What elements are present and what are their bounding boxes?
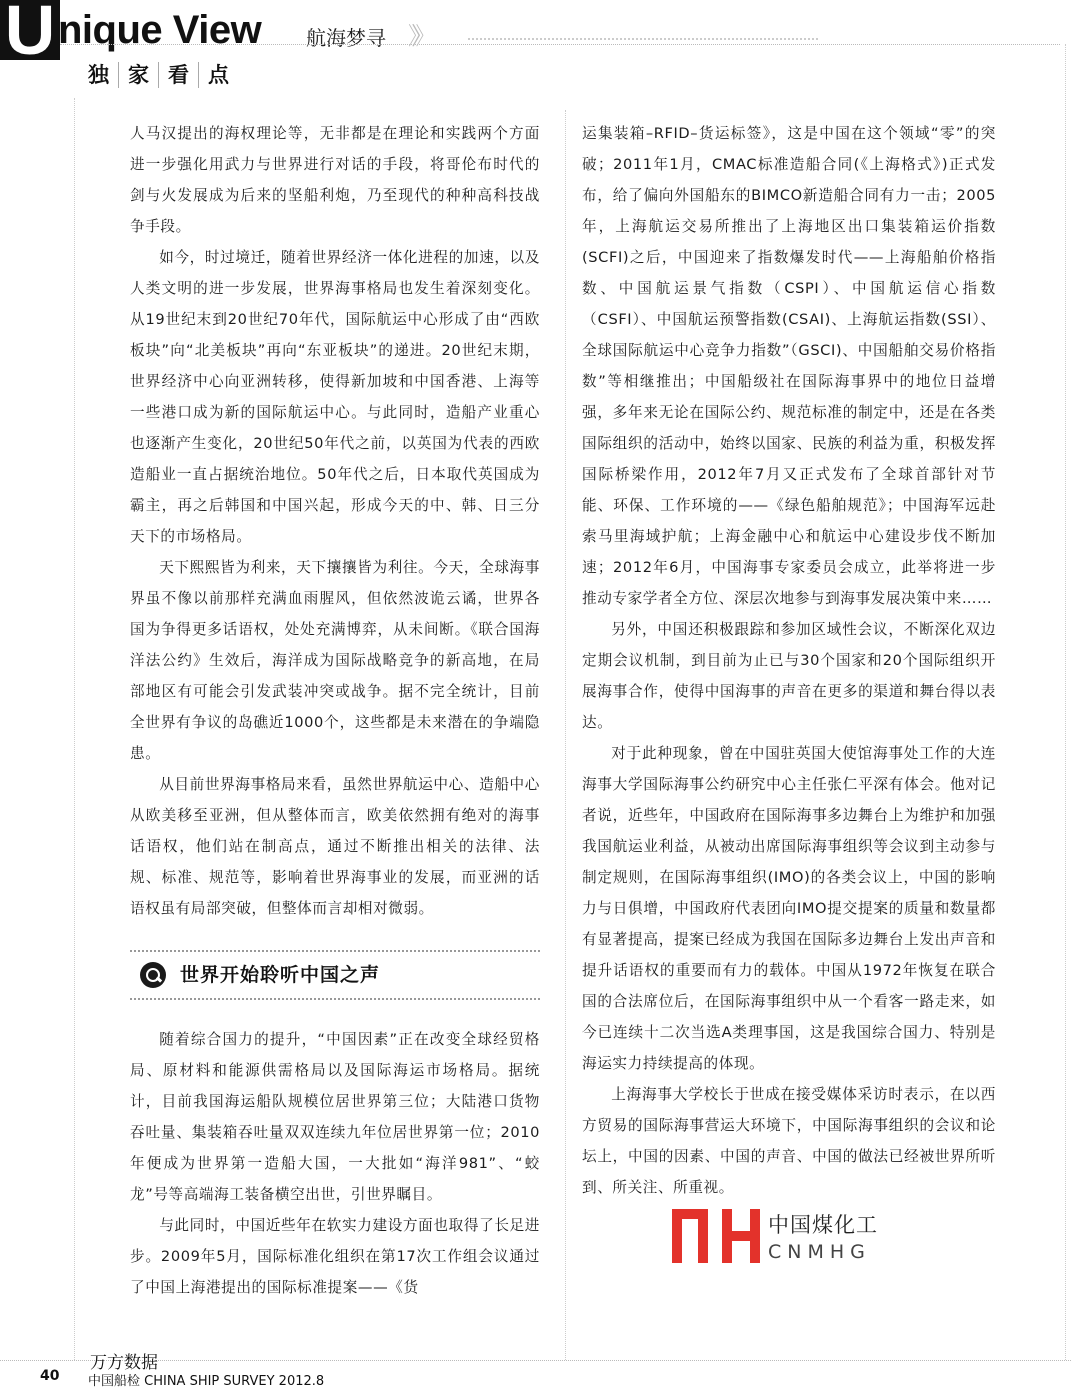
right-column [582,118,996,1203]
logo-mark-icon [668,1205,764,1267]
page-number: 40 [40,1368,60,1384]
paragraph: 运集装箱–RFID–货运标签》，这是中国在这个领域“零”的突破；2011年1月，CMAC标准造船合同(《上海格式》)正式发布，给了偏向外国船东的BIMCO新造船合同有力一击；2005年，上海航运交易所推出了上海地区出口集装箱运价指数(SCFI)之后，中国迎来了指数爆发时代——上海船舶价格指数、中国航运景气指数（CSPI）、中国航运信心指数（CSFI）、中国航运预警指数(CSAI)、上海航运指数(SSI）、全球国际航运中心竞争力指数”（GSCI)、中国船舶交易价格指数”等相继推出；中国船级社在国际海事界中的地位日益增强，多年来无论在国际公约、规范标准的制定中，还是在各类国际组织的活动中，始终以国家、民族的利益为重，积极发挥国际桥梁作用，2012年7月又正式发布了全球首部针对节能、环保、工作环境的——《绿色船舶规范》；中国海军远赴索马里海域护航；上海金融中心和航运中心建设步伐不断加速；2012年6月，中国海事专家委员会成立，此举将进一步推动专家学者全方位、深层次地参与到海事发展决策中来…… [582,125,996,607]
magazine-name: 中国船检 CHINA SHIP SURVEY 2012.8 [88,1374,325,1389]
header-rule [60,44,1060,45]
section-label-char: 看 [158,62,198,88]
section-heading-title: 世界开始聆听中国之声 [180,963,381,986]
section-label-char: 独 [88,63,109,87]
paragraph: 如今，时过境迁，随着世界经济一体化进程的加速，以及人类文明的进一步发展，世界海事格局也发生着深刻变化。从19世纪末到20世纪70年代，国际航运中心形成了由“西欧板块”向“北美板块”再向“东亚板块”的递进。20世纪末期，世界经济中心向亚洲转移，使得新加坡和中国香港、上海等一些港口成为新的国际航运中心。与此同时，造船产业重心也逐渐产生变化，20世纪50年代之前，以英国为代表的西欧造船业一直占据统治地位。50年代之后，日本取代英国成为霸主，再之后韩国和中国兴起，形成今天的中、韩、日三分天下的市场格局。 [130,249,540,545]
watermark-logo [668,1205,878,1267]
section-label-char: 家 [118,62,158,88]
margin-guide-left [74,98,75,1360]
column-title: nique View [58,8,262,52]
paragraph: 天下熙熙皆为利来，天下攘攘皆为利往。今天，全球海事界虽不像以前那样充满血雨腥风，但依然波诡云谲，世界各国为争得更多话语权，处处充满博弈，从未间断。《联合国海洋法公约》生效后，海洋成为国际战略竞争的新高地，在局部地区有可能会引发武装冲突或战争。据不完全统计，目前全世界有争议的岛礁近1000个，这些都是未来潜在的争端隐患。 [130,559,540,762]
section-label-char: 点 [198,62,238,88]
logo-text-en: CNMHG [768,1241,871,1263]
margin-guide-right [1065,44,1066,1360]
column-divider [565,110,566,1360]
paragraph: 从目前世界海事格局来看，虽然世界航运中心、造船中心从欧美移至亚洲，但从整体而言，欧美依然拥有绝对的海事话语权，他们站在制高点，通过不断推出相关的法律、法规、标准、规范等，影响着世界海事业的发展，而亚洲的话语权虽有局部突破，但整体而言却相对微弱。 [130,776,540,917]
source-watermark: 万方数据 [90,1353,158,1373]
header-dotted-line [468,38,818,40]
paragraph: 上海海事大学校长于世成在接受媒体采访时表示，在以西方贸易的国际海事营运大环境下，中国际海事组织的会议和论坛上，中国的因素、中国的声音、中国的做法已经被世界所听到、所关注、所重视。 [582,1086,996,1196]
paragraph: 对于此种现象，曾在中国驻英国大使馆海事处工作的大连海事大学国际海事公约研究中心主任张仁平深有体会。他对记者说，近些年，中国政府在国际海事多边舞台上为维护和加强我国航运业利益，从被动出席国际海事组织等会议到主动参与制定规则，在国际海事组织(IMO)的各类会议上，中国的影响力与日俱增，中国政府代表团向IMO提交提案的质量和数量都有显著提高，提案已经成为我国在国际多边舞台上发出声音和提升话语权的重要而有力的载体。中国从1972年恢复在联合国的合法席位后，在国际海事组织中从一个看客一路走来，如今已连续十二次当选A类理事国，这是我国综合国力、特别是海运实力持续提高的体现。 [582,745,996,1072]
paragraph: 随着综合国力的提升，“中国因素”正在改变全球经贸格局、原材料和能源供需格局以及国际海运市场格局。据统计，目前我国海运船队规模位居世界第三位；大陆港口货物吞吐量、集装箱吞吐量双双连续九年位居世界第一位；2010年便成为世界第一造船大国，一大批如“海洋981”、“蛟龙”号等高端海工装备横空出世，引世界瞩目。 [130,1031,540,1203]
paragraph: 与此同时，中国近些年在软实力建设方面也取得了长足进步。2009年5月，国际标准化组织在第17次工作组会议通过了中国上海港提出的国际标准提案——《货 [130,1217,540,1296]
page-header [0,0,1071,100]
column-title-cn: 航海梦寻 [306,26,386,50]
footer-rule [0,1360,1071,1361]
chevron-right-icon: 》》 [408,22,428,50]
paragraph: 人马汉提出的海权理论等，无非都是在理论和实践两个方面进一步强化用武力与世界进行对话的手段，将哥伦布时代的剑与火发展成为后来的坚船利炮，乃至现代的种种高科技战争手段。 [130,125,540,235]
section-heading [130,950,540,1000]
title-initial-u: U [0,0,60,60]
section-label [88,60,238,90]
left-column [130,118,540,1303]
logo-text-cn: 中国煤化工 [768,1213,878,1237]
magnifier-icon [140,962,166,988]
paragraph: 另外，中国还积极跟踪和参加区域性会议，不断深化双边定期会议机制，到目前为止已与30个国家和20个国际组织开展海事合作，使得中国海事的声音在更多的渠道和舞台得以表达。 [582,621,996,731]
